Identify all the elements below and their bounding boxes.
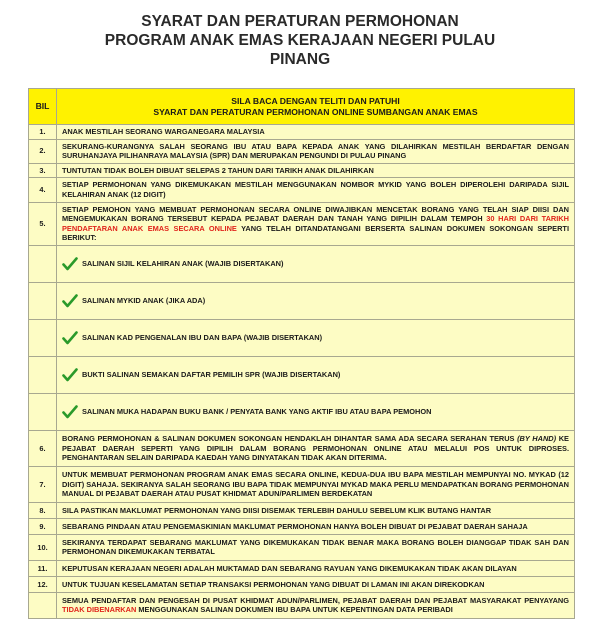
row-text: SEKURANG-KURANGNYA SALAH SEORANG IBU ATAU BAPA KEPADA ANAK YANG DILAHIRKAN MESTILAH BERDAFTAR DENGAN SURUHANJAYA PILIHANRAYA MALAYSIA (SPR) DAN MERUPAKAN PENGUNDI DI PULAU PINANG (57, 139, 575, 163)
row-text-part: KE PEJABAT DAERAH SEPERTI YANG DIPILIH DALAM BORANG PERMOHONAN ONLINE ATAU MELALUI POS UNTUK DIPROSES. PENGHANTARAN SELAIN DARIPADA KAEDAH YANG DINYATAKAN TIDAK AKAN DITERIMA. (62, 434, 569, 463)
table-row (29, 502, 575, 518)
row-text: SEKIRANYA TERDAPAT SEBARANG MAKLUMAT YANG DIKEMUKAKAN TIDAK BENAR MAKA BORANG BOLEH DIANGGAP TIDAK SAH DAN PERMOHONAN DIKEMUKAKAN TERBATAL (57, 534, 575, 560)
row-text (57, 430, 575, 466)
row-text: SILA PASTIKAN MAKLUMAT PERMOHONAN YANG DIISI DISEMAK TERLEBIH DAHULU SEBELUM KLIK BUTANG HANTAR (57, 502, 575, 518)
row-text: UNTUK TUJUAN KESELAMATAN SETIAP TRANSAKSI PERMOHONAN YANG DIBUAT DI LAMAN INI AKAN DIREKODKAN (57, 576, 575, 592)
checkmark-icon (62, 256, 78, 272)
title-line-1: SYARAT DAN PERATURAN PERMOHONAN (141, 13, 459, 30)
table-row (29, 163, 575, 178)
row-number: 7. (29, 466, 57, 502)
checkmark-icon (62, 404, 78, 420)
document-item (29, 393, 575, 430)
document-item-label: SALINAN SIJIL KELAHIRAN ANAK (WAJIB DISERTAKAN) (82, 259, 284, 269)
row-text (57, 202, 575, 245)
row-number: 3. (29, 163, 57, 178)
row-number: 5. (29, 202, 57, 245)
row-text: TUNTUTAN TIDAK BOLEH DIBUAT SELEPAS 2 TAHUN DARI TARIKH ANAK DILAHIRKAN (57, 163, 575, 178)
table-row (29, 202, 575, 245)
checkmark-icon (62, 367, 78, 383)
document-item-label: SALINAN KAD PENGENALAN IBU DAN BAPA (WAJIB DISERTAKAN) (82, 333, 323, 343)
row-number: 8. (29, 502, 57, 518)
row-text: UNTUK MEMBUAT PERMOHONAN PROGRAM ANAK EMAS SECARA ONLINE, KEDUA-DUA IBU BAPA MESTILAH MEMPUNYAI NO. MYKAD (12 DIGIT) SAHAJA. SEKIRANYA SALAH SEORANG IBU BAPA TIDAK MEMPUNYAI MYKAD MAKA PERLU MENDAPATKAN BORANG PERMOHONAN MANUAL DI PEJABAT DAERAH ATAU PUSAT KHIDMAT ADUN/PARLIMEN BERDEKATAN (57, 466, 575, 502)
row-text-part: BORANG PERMOHONAN & SALINAN DOKUMEN SOKONGAN HENDAKLAH DIHANTAR SAMA ADA SECARA SERAHAN TERUS (62, 434, 518, 444)
document-item-label: BUKTI SALINAN SEMAKAN DAFTAR PEMILIH SPR (WAJIB DISERTAKAN) (82, 370, 341, 380)
header-text (57, 89, 575, 125)
terms-table (28, 88, 575, 619)
row-number: 2. (29, 139, 57, 163)
header-line-1: SILA BACA DENGAN TELITI DAN PATUHI (231, 95, 400, 106)
table-row (29, 592, 575, 618)
row-text-part: SETIAP PEMOHON YANG MEMBUAT PERMOHONAN SECARA ONLINE DIWAJIBKAN MENCETAK BORANG YANG TELAH SIAP DIISI DAN MENGEMUKAKAN BORANG TERSEBUT KEPADA PEJABAT DAERAH DAN TANAH YANG DIPILIH DALAM TEMPOH (62, 204, 569, 224)
document-item (29, 282, 575, 319)
row-text: KEPUTUSAN KERAJAAN NEGERI ADALAH MUKTAMAD DAN SEBARANG RAYUAN YANG DIKEMUKAKAN TIDAK AKAN DILAYAN (57, 560, 575, 576)
row-number: 10. (29, 534, 57, 560)
deadline-highlight: 30 HARI DARI TARIKH PENDAFTARAN ANAK EMAS SECARA ONLINE (62, 214, 569, 233)
header-line-2: SYARAT DAN PERATURAN PERMOHONAN ONLINE SUMBANGAN ANAK EMAS (153, 106, 478, 117)
document-item (29, 356, 575, 393)
row-text-part: YANG TELAH DITANDATANGANI BERSERTA SALINAN DOKUMEN SOKONGAN SEPERTI BERIKUT: (62, 223, 569, 243)
table-row (29, 430, 575, 466)
row-text (57, 592, 575, 618)
checkmark-icon (62, 330, 78, 346)
table-row (29, 125, 575, 140)
row-number: 4. (29, 178, 57, 202)
header-bil: BIL (29, 89, 57, 125)
row-text: SETIAP PERMOHONAN YANG DIKEMUKAKAN MESTILAH MENGGUNAKAN NOMBOR MYKID YANG BOLEH DIPEROLEHI DARIPADA SIJIL KELAHIRAN ANAK (12 DIGIT) (57, 178, 575, 202)
table-row (29, 466, 575, 502)
row-text-part: SEMUA PENDAFTAR DAN PENGESAH DI PUSAT KHIDMAT ADUN/PARLIMEN, PEJABAT DAERAH DAN PEJABAT MASYARAKAT PENYAYANG (62, 595, 569, 605)
row-text-italic: (BY HAND) (517, 434, 557, 444)
row-text: SEBARANG PINDAAN ATAU PENGEMASKINIAN MAKLUMAT PERMOHONAN HANYA BOLEH DIBUAT DI PEJABAT DAERAH SAHAJA (57, 518, 575, 534)
document-item-label: SALINAN MYKID ANAK (JIKA ADA) (82, 296, 206, 306)
row-number: 11. (29, 560, 57, 576)
row-number: 1. (29, 125, 57, 140)
row-text-part: MENGGUNAKAN SALINAN DOKUMEN IBU BAPA UNTUK KEPENTINGAN DATA PERIBADI (136, 605, 453, 615)
table-row (29, 576, 575, 592)
table-header (29, 89, 575, 125)
checkmark-icon (62, 293, 78, 309)
table-row (29, 139, 575, 163)
row-number: 6. (29, 430, 57, 466)
table-row (29, 518, 575, 534)
title-line-2: PROGRAM ANAK EMAS KERAJAAN NEGERI PULAU (104, 32, 496, 49)
table-row (29, 178, 575, 202)
document-title (100, 12, 500, 69)
document-item (29, 245, 575, 282)
table-row (29, 560, 575, 576)
document-item (29, 319, 575, 356)
title-line-3: PINANG (269, 51, 331, 68)
document-item-label: SALINAN MUKA HADAPAN BUKU BANK / PENYATA BANK YANG AKTIF IBU ATAU BAPA PEMOHON (82, 407, 432, 417)
row-number: 9. (29, 518, 57, 534)
prohibition-highlight: TIDAK DIBENARKAN (62, 605, 137, 615)
table-row (29, 534, 575, 560)
row-text: ANAK MESTILAH SEORANG WARGANEGARA MALAYSIA (57, 125, 575, 140)
row-number: 12. (29, 576, 57, 592)
